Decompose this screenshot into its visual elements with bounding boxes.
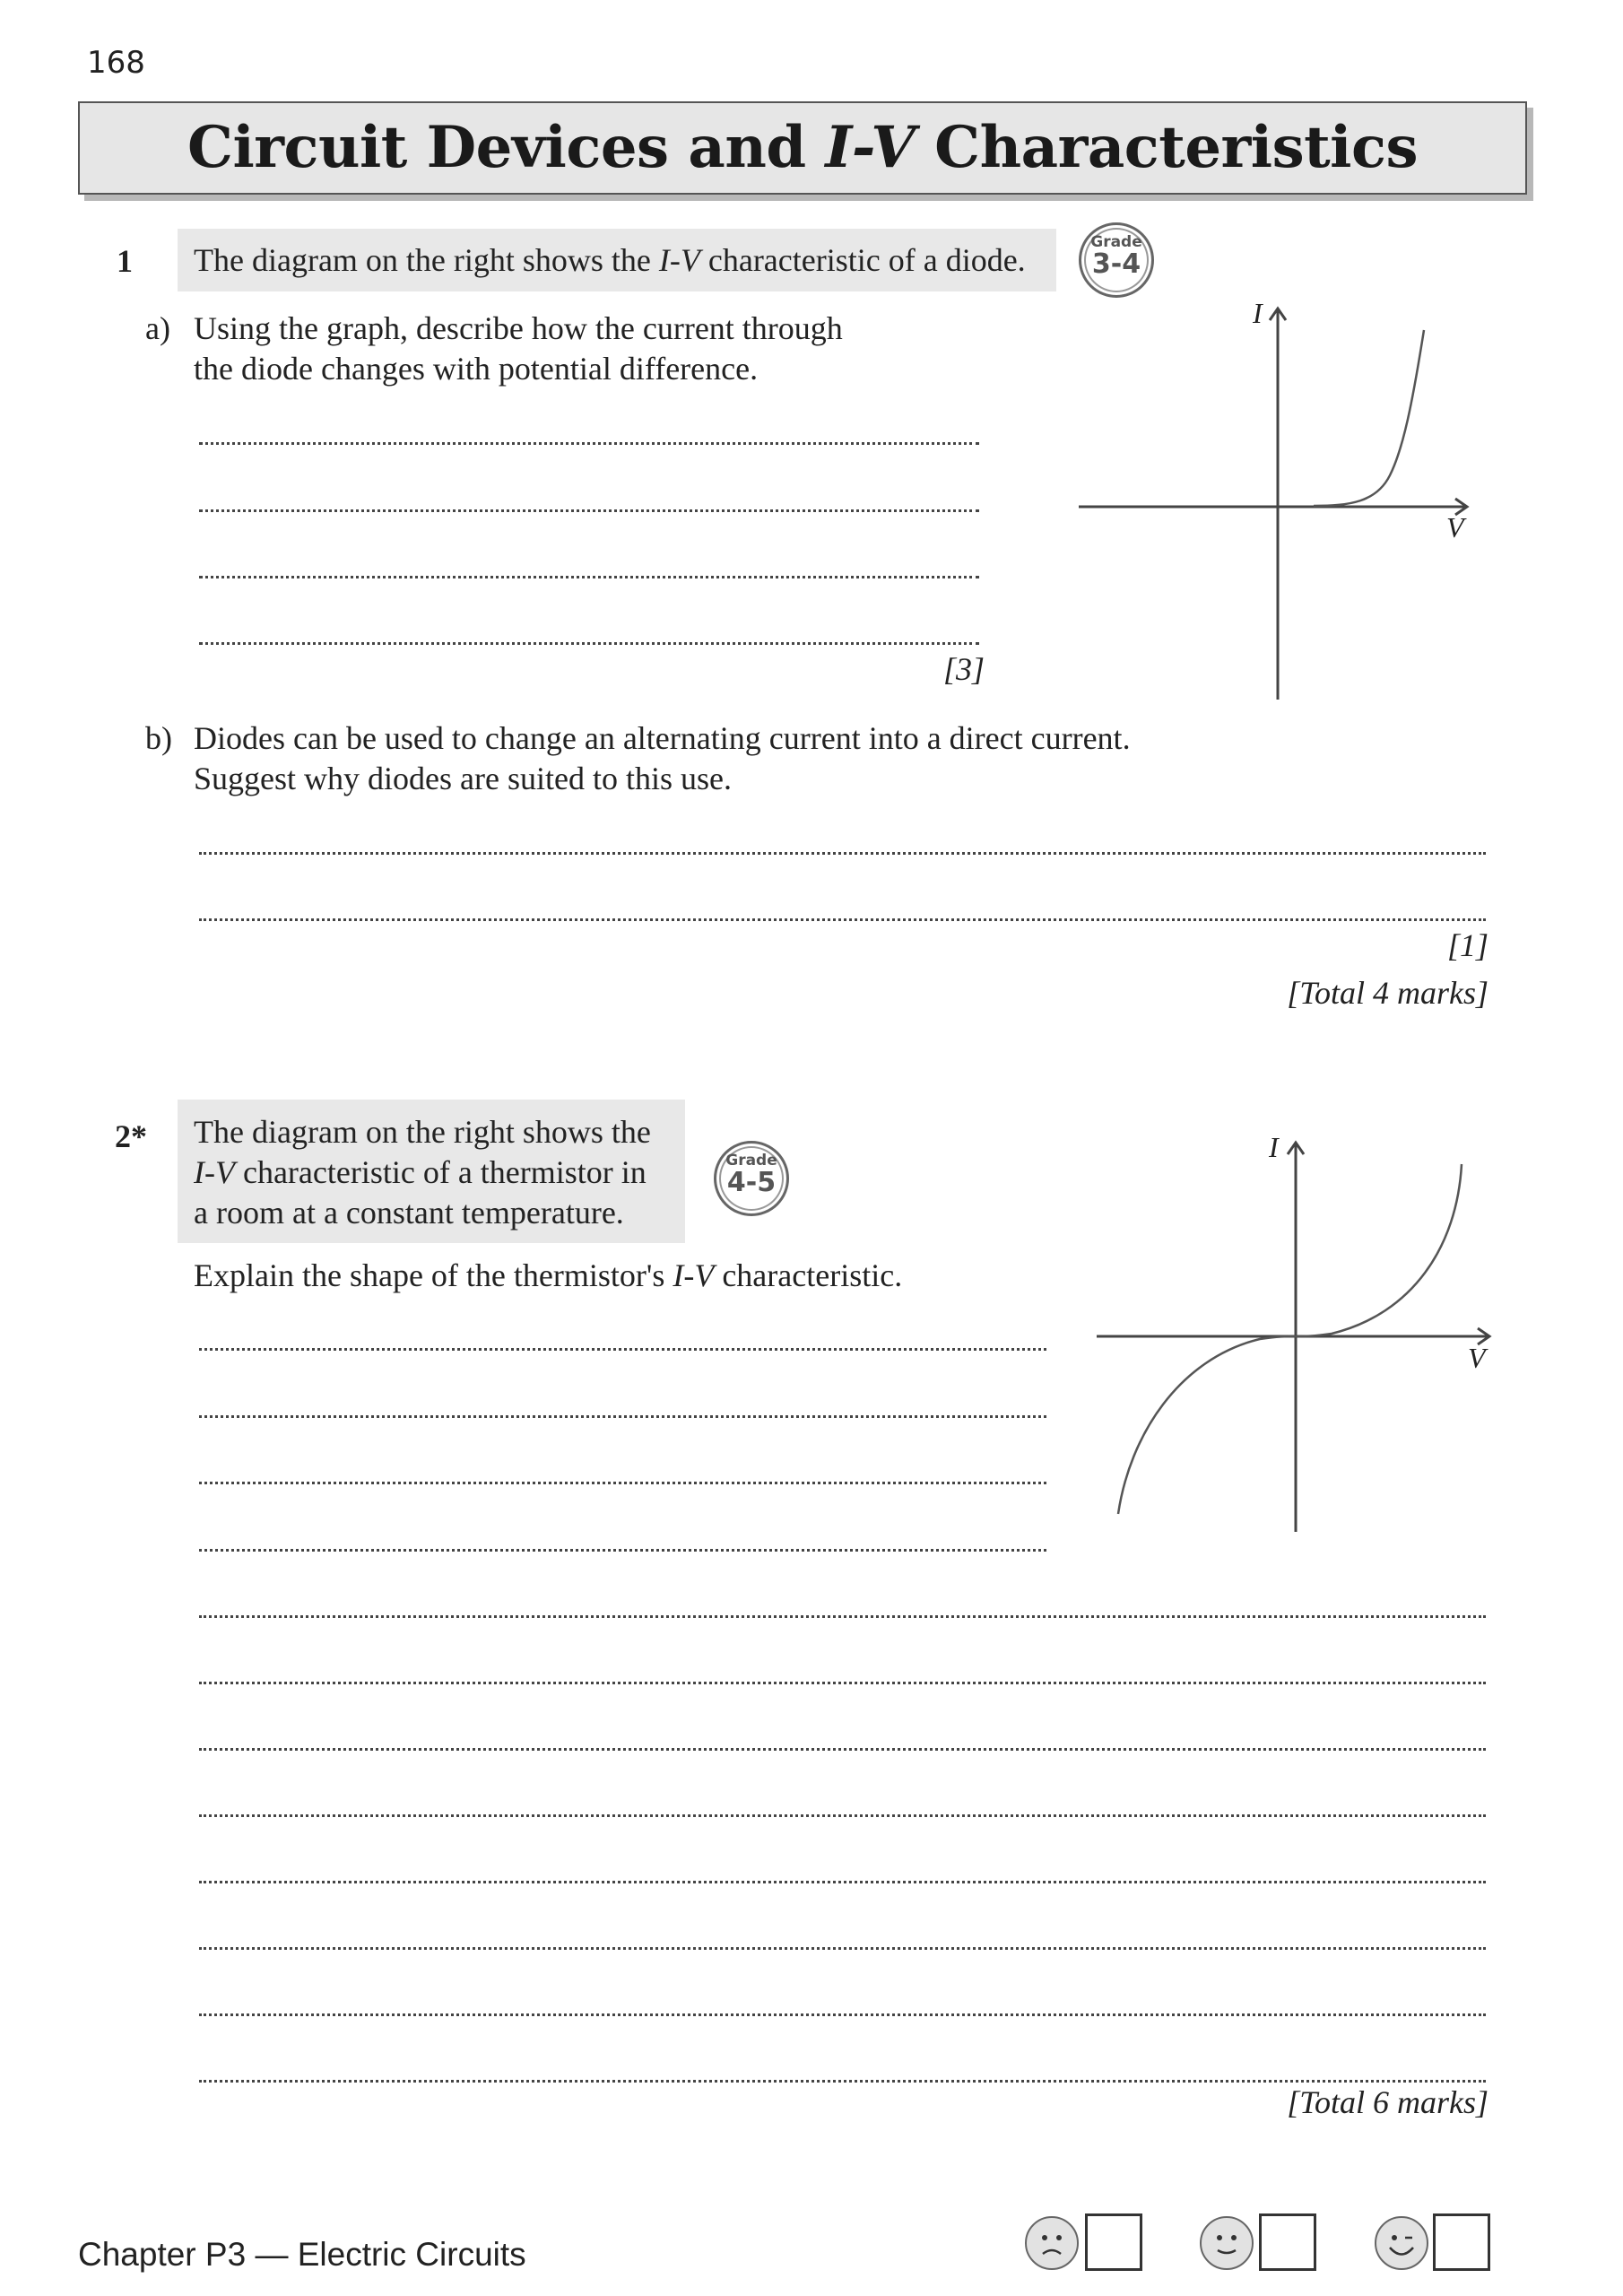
happy-face-icon	[1375, 2216, 1428, 2270]
answer-line[interactable]	[199, 1615, 1486, 1618]
x-axis-label: V	[1468, 1342, 1486, 1374]
answer-line[interactable]	[199, 2013, 1486, 2016]
title-banner	[78, 101, 1527, 195]
answer-line[interactable]	[199, 509, 979, 512]
question-1-total: [Total 4 marks]	[1287, 975, 1488, 1011]
question-1b-letter: b)	[145, 720, 172, 756]
question-2-intro-line-3: a room at a constant temperature.	[194, 1195, 624, 1231]
answer-line[interactable]	[199, 1482, 1046, 1484]
confidence-checkbox-low[interactable]	[1085, 2213, 1142, 2271]
page-title: Circuit Devices and I-V Characteristics	[187, 114, 1418, 181]
confidence-checkbox-medium[interactable]	[1259, 2213, 1316, 2271]
question-2-intro-line-2: I-V characteristic of a thermistor in	[194, 1154, 647, 1190]
x-axis-label: V	[1446, 511, 1464, 544]
answer-line[interactable]	[199, 1881, 1486, 1883]
grade-badge-3-4: Grade 3-4	[1079, 222, 1154, 298]
question-2-intro	[178, 1100, 685, 1243]
answer-line[interactable]	[199, 852, 1486, 855]
question-1-intro: The diagram on the right shows the I-V characteristic of a diode.	[178, 229, 1056, 291]
answer-line[interactable]	[199, 1348, 1046, 1351]
neutral-face-icon	[1200, 2216, 1254, 2270]
question-2-number: 2*	[115, 1118, 147, 1154]
chapter-footer: Chapter P3 — Electric Circuits	[78, 2236, 526, 2273]
answer-line[interactable]	[199, 642, 979, 645]
neutral-face-graphic	[1202, 2218, 1252, 2268]
grade-badge-4-5: Grade 4-5	[714, 1141, 789, 1216]
page-number: 168	[87, 45, 145, 81]
question-2-intro-line-1: The diagram on the right shows the	[194, 1114, 651, 1150]
confidence-checkbox-high[interactable]	[1433, 2213, 1490, 2271]
y-axis-label: I	[1253, 297, 1263, 329]
happy-face-graphic	[1376, 2218, 1427, 2268]
question-1a-line-2: the diode changes with potential difference.	[194, 351, 759, 387]
question-1a-marks: [3]	[942, 651, 985, 687]
thermistor-iv-graph	[1089, 1130, 1502, 1538]
answer-line[interactable]	[199, 576, 979, 578]
question-1b-marks: [1]	[1446, 927, 1488, 963]
y-axis-label: I	[1269, 1131, 1279, 1163]
answer-line[interactable]	[199, 918, 1486, 921]
answer-line[interactable]	[199, 1549, 1046, 1552]
question-1a-letter: a)	[145, 310, 170, 346]
question-1a-line-1: Using the graph, describe how the current through	[194, 310, 843, 346]
sad-face-icon	[1025, 2216, 1079, 2270]
answer-line[interactable]	[199, 1682, 1486, 1684]
answer-line[interactable]	[199, 1748, 1486, 1751]
answer-line[interactable]	[199, 1415, 1046, 1418]
diode-curve	[1314, 330, 1424, 506]
question-2-prompt: Explain the shape of the thermistor's I-V characteristic.	[194, 1257, 903, 1293]
answer-line[interactable]	[199, 1947, 1486, 1950]
question-1b-line-2: Suggest why diodes are suited to this use.	[194, 761, 732, 796]
question-2-total: [Total 6 marks]	[1287, 2084, 1488, 2120]
answer-line[interactable]	[199, 1814, 1486, 1817]
question-1-number: 1	[117, 243, 133, 279]
answer-line[interactable]	[199, 2080, 1486, 2083]
question-1b-line-1: Diodes can be used to change an alternating current into a direct current.	[194, 720, 1131, 756]
diode-iv-graph	[1072, 296, 1484, 704]
answer-line[interactable]	[199, 442, 979, 445]
sad-face-graphic	[1027, 2218, 1077, 2268]
thermistor-curve	[1118, 1164, 1462, 1514]
